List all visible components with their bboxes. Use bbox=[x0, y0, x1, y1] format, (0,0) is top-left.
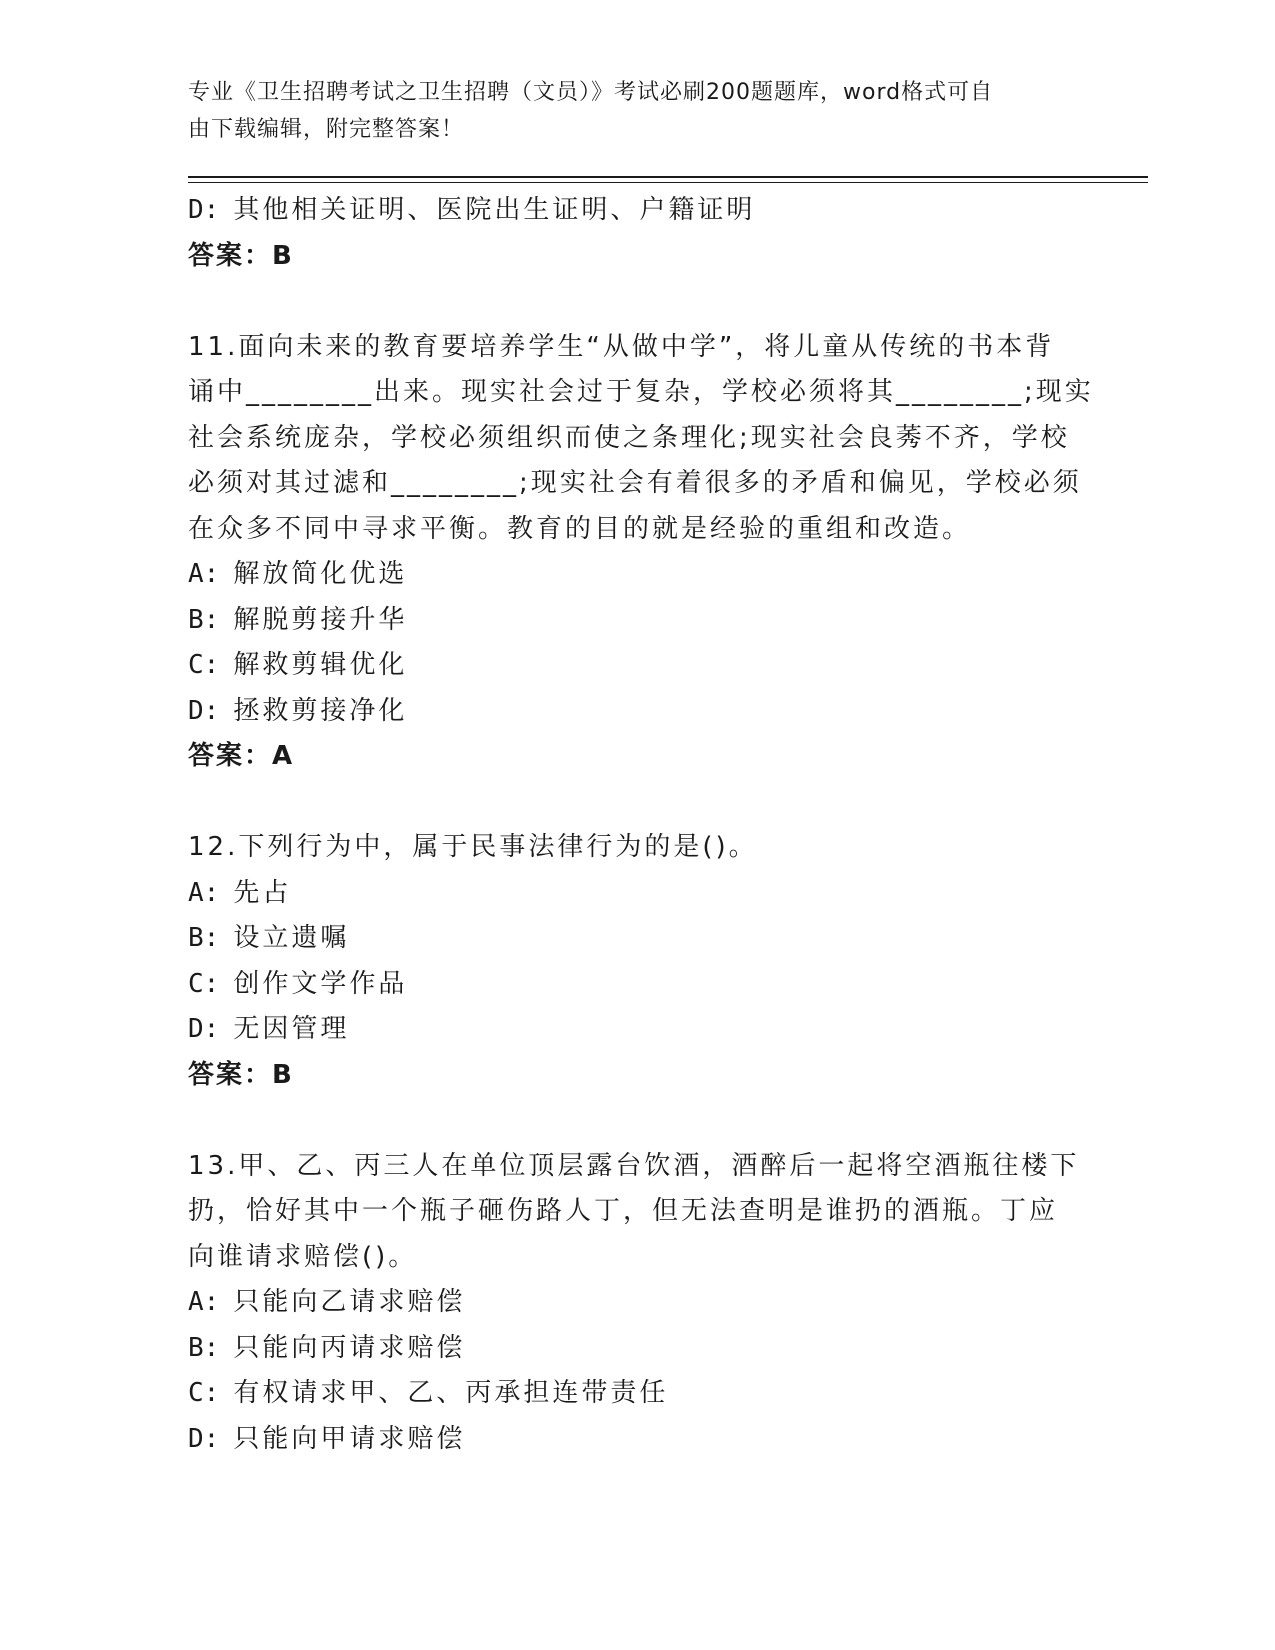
spacer bbox=[188, 279, 1068, 325]
option-text: 只能向乙请求赔偿 bbox=[233, 1287, 466, 1317]
option-letter: A: bbox=[188, 1287, 220, 1317]
option-a bbox=[188, 552, 1068, 598]
option-letter: D: bbox=[188, 695, 220, 726]
option-d bbox=[188, 1007, 1068, 1053]
option-letter: C: bbox=[188, 650, 220, 680]
question-text-line: 13.甲、乙、丙三人在单位顶层露台饮酒，酒醉后一起将空酒瓶往楼下 bbox=[188, 1150, 1080, 1181]
option-letter: C: bbox=[188, 1378, 220, 1408]
option-text: 解放简化优选 bbox=[233, 559, 408, 589]
option-text: 拯救剪接净化 bbox=[233, 695, 408, 726]
header-divider-thin bbox=[188, 182, 1148, 183]
question-text-line: 在众多不同中寻求平衡。教育的目的就是经验的重组和改造。 bbox=[188, 513, 972, 544]
option-a bbox=[188, 1280, 1068, 1326]
option-letter: C: bbox=[188, 968, 220, 999]
option-letter: D: bbox=[188, 195, 220, 225]
option-letter: B: bbox=[188, 1332, 220, 1363]
question-text-line: 必须对其过滤和________;现实社会有着很多的矛盾和偏见，学校必须 bbox=[188, 468, 1082, 498]
question-text-line: 向谁请求赔偿()。 bbox=[188, 1241, 418, 1272]
option-d bbox=[188, 1417, 1068, 1463]
spacer bbox=[188, 780, 1068, 826]
question-text-line: 扔，恰好其中一个瓶子砸伤路人丁，但无法查明是谁扔的酒瓶。丁应 bbox=[188, 1196, 1059, 1226]
question-text-line: 11.面向未来的教育要培养学生“从做中学”，将儿童从传统的书本背 bbox=[188, 331, 1055, 362]
document-header bbox=[188, 74, 1068, 148]
answer-line: 答案：B bbox=[188, 1059, 294, 1090]
question-13 bbox=[188, 1144, 1080, 1463]
option-text: 只能向甲请求赔偿 bbox=[233, 1423, 466, 1454]
option-d bbox=[188, 188, 1068, 234]
option-letter: B: bbox=[188, 923, 220, 953]
question-text-line: 社会系统庞杂，学校必须组织而使之条理化;现实社会良莠不齐，学校 bbox=[188, 422, 1070, 453]
option-letter: B: bbox=[188, 604, 220, 635]
option-d bbox=[188, 689, 1068, 735]
question-11 bbox=[188, 325, 1094, 780]
header-divider-thick bbox=[188, 176, 1148, 178]
header-line-1: 专业《卫生招聘考试之卫生招聘（文员）》考试必刷200题题库，word格式可自 bbox=[188, 80, 994, 105]
answer-line: 答案：A bbox=[188, 741, 295, 771]
option-letter: D: bbox=[188, 1014, 220, 1044]
header-line-2: 由下载编辑，附完整答案！ bbox=[188, 117, 465, 142]
option-b bbox=[188, 1326, 1068, 1372]
option-text: 只能向丙请求赔偿 bbox=[233, 1332, 466, 1363]
option-c bbox=[188, 1371, 1068, 1417]
option-b bbox=[188, 598, 1068, 644]
question-content bbox=[188, 188, 1094, 1462]
option-c bbox=[188, 962, 1068, 1008]
question-12 bbox=[188, 825, 1068, 1098]
spacer bbox=[188, 1098, 1068, 1144]
option-text: 创作文学作品 bbox=[233, 968, 408, 999]
question-text-line: 12.下列行为中，属于民事法律行为的是()。 bbox=[188, 832, 758, 862]
option-text: 其他相关证明、医院出生证明、户籍证明 bbox=[233, 195, 756, 225]
option-text: 无因管理 bbox=[233, 1014, 350, 1044]
option-text: 解救剪辑优化 bbox=[233, 650, 408, 680]
option-b bbox=[188, 916, 1068, 962]
option-letter: A: bbox=[188, 559, 220, 589]
option-text: 解脱剪接升华 bbox=[233, 604, 408, 635]
answer-line: 答案：B bbox=[188, 240, 294, 271]
option-a bbox=[188, 871, 1068, 917]
option-text: 有权请求甲、乙、丙承担连带责任 bbox=[233, 1378, 669, 1408]
option-c bbox=[188, 643, 1068, 689]
option-letter: A: bbox=[188, 877, 220, 908]
option-letter: D: bbox=[188, 1423, 220, 1454]
option-text: 先占 bbox=[233, 877, 292, 908]
option-text: 设立遗嘱 bbox=[233, 923, 350, 953]
question-text-line: 诵中________出来。现实社会过于复杂，学校必须将其________;现实 bbox=[188, 377, 1094, 407]
